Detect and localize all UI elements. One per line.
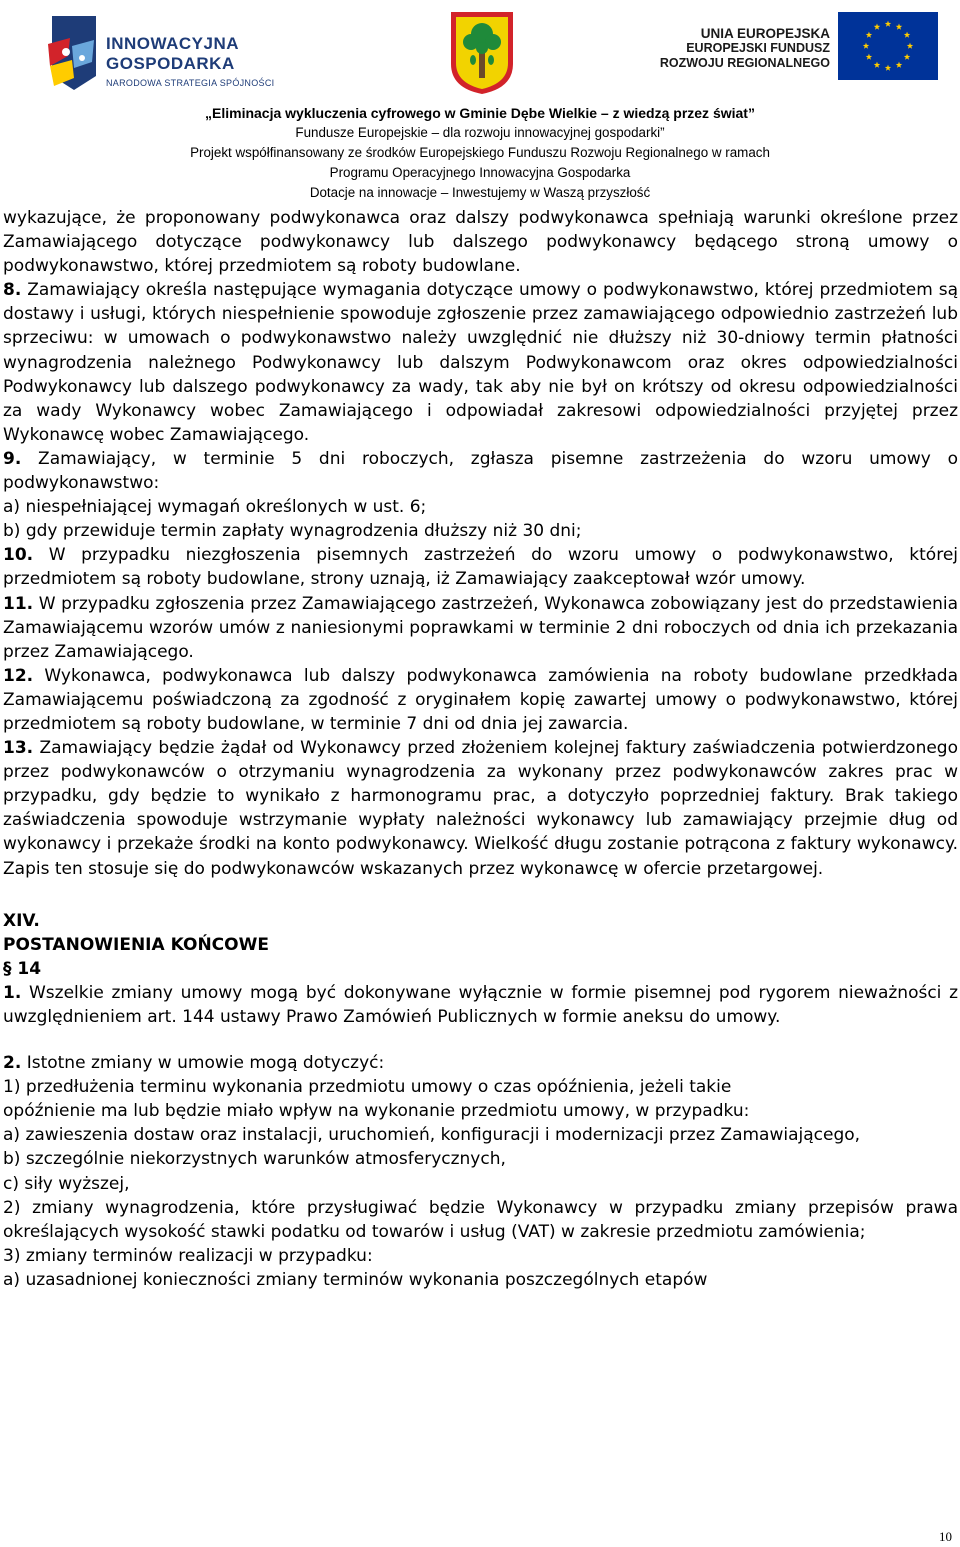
paragraph-13-text: Zamawiający będzie żądał od Wykonawcy przed złożeniem kolejnej faktury zaświadczenia potwierdzonego przez podwykonawców o otrzymaniu wynagrodzenia za wykonany przez podwykonawców zakres prac w przypadku, gdy będzie to wynikało z harmonogramu prac, a dotyczyło poprzedniej faktury. Brak takiego zaświadczenia spowoduje wstrzymanie wypłaty należności wykonawcy lub zamawiający przejmie dług od wykonawcy i przekaże środki na konto podwykonawcy. Wielkość długu zostanie potrącona z faktury wykonawcy. Zapis ten stosuje się do podwykonawców wskazanych przez wykonawcę w ofercie przetargowej. — [3, 738, 958, 879]
paragraph-8-text: Zamawiający określa następujące wymagania dotyczące umowy o podwykonawstwo, której przedmiotem są dostawy i usługi, których niespełnienie spowoduje zgłoszenie przez zamawiającego odpowiednio zastrzeżeń lub sprzeciwu: w umowach o podwykonawstwo należy uwzględnić nie dłuższy niż 30-dniowy termin płatności wynagrodzenia należnego Podwykonawcy lub dalszym Podwykonawcom oraz okres odpowiedzialności Podwykonawcy lub dalszego podwykonawcy za wady, tak aby nie był on krótszy od okresu odpowiedzialności za wady Wykonawcy wobec Zamawiającego i odpowiadał zakresowi odpowiedzialności przyjętej przez Wykonawcę wobec Zamawiającego. — [3, 280, 958, 445]
paragraph-12-text: Wykonawca, podwykonawca lub dalszy podwykonawca zamówienia na roboty budowlane przedkłada Zamawiającemu poświadczoną za zgodność z oryginałem kopię zawartej umowy o podwykonawstwo, której przedmiotem są roboty budowlane, w terminie 7 dni od dnia jej zawarcia. — [3, 665, 958, 734]
innowacyjna-gospodarka-logo — [22, 12, 282, 92]
paragraph-12 — [3, 664, 958, 736]
section-title: POSTANOWIENIA KOŃCOWE — [3, 934, 269, 955]
document-body — [3, 206, 958, 1292]
clause-2 — [3, 1051, 958, 1075]
header-logos — [0, 0, 960, 100]
clause-1-number: 1. — [3, 982, 22, 1003]
clause-2-item-b: b) szczególnie niekorzystnych warunków atmosferycznych, — [3, 1149, 506, 1170]
paragraph-8 — [3, 278, 958, 447]
paragraph-11-number: 11. — [3, 593, 34, 614]
paragraph-9-text: Zamawiający, w terminie 5 dni roboczych, zgłasza pisemne zastrzeżenia do wzoru umowy o podwykonawstwo: — [3, 448, 958, 494]
clause-2-text: Istotne zmiany w umowie mogą dotyczyć: — [21, 1053, 385, 1074]
paragraph-10-text: W przypadku niezgłoszenia pisemnych zastrzeżeń do wzoru umowy o podwykonawstwo, której przedmiotem są roboty budowlane, strony uznają, iż Zamawiający zaakceptował wzór umowy. — [3, 545, 958, 590]
ig-logo-line2: GOSPODARKA — [106, 54, 235, 73]
ig-logo-mark-icon — [44, 16, 102, 90]
spacer — [3, 881, 958, 909]
project-header — [0, 103, 960, 203]
clause-2-item-2: 2) zmiany wynagrodzenia, które przysługiwać będzie Wykonawcy w przypadku zmiany przepisów prawa określających wysokość stawki podatku od towarów i usług (VAT) w zakresie przedmiotu zamówienia; — [3, 1197, 958, 1242]
paragraph-13 — [3, 736, 958, 881]
ig-logo-line3: NARODOWA STRATEGIA SPÓJNOŚCI — [106, 78, 275, 88]
paragraph-9 — [3, 447, 958, 495]
clause-2-item-1-line2: opóźnienie ma lub będzie miało wpływ na wykonanie przedmiotu umowy, w przypadku: — [3, 1101, 750, 1122]
clause-2-item-a: a) zawieszenia dostaw oraz instalacji, uruchomień, konfiguracji i modernizacji przez Zamawiającego, — [3, 1125, 861, 1146]
section-number: XIV. — [3, 910, 40, 931]
clause-2-item-3: 3) zmiany terminów realizacji w przypadku: — [3, 1245, 373, 1266]
paragraph-11 — [3, 592, 958, 664]
clause-1 — [3, 981, 958, 1029]
eu-line3: ROZWOJU REGIONALNEGO — [659, 56, 830, 70]
paragraph-11-text: W przypadku zgłoszenia przez Zamawiającego zastrzeżeń, Wykonawca zobowiązany jest do przedstawienia Zamawiającemu wzorów umów z naniesionymi poprawkami w terminie 2 dni roboczych od dnia ich przekazania przez Zamawiającego. — [3, 593, 958, 662]
paragraph-12-number: 12. — [3, 665, 34, 686]
clause-2-item-c: c) siły wyższej, — [3, 1173, 130, 1194]
eu-line2: EUROPEJSKI FUNDUSZ — [686, 41, 830, 55]
project-line4: Programu Operacyjnego Innowacyjna Gospodarka — [329, 165, 631, 180]
clause-1-text: Wszelkie zmiany umowy mogą być dokonywane wyłącznie w formie pisemnej pod rygorem nieważności z uwzględnieniem art. 144 ustawy Prawo Zamówień Publicznych w formie aneksu do umowy. — [3, 982, 958, 1027]
page-number: 10 — [939, 1529, 952, 1544]
project-line5: Dotacje na innowacje – Inwestujemy w Waszą przyszłość — [309, 185, 651, 200]
paragraph-10 — [3, 543, 958, 591]
ig-logo-line1: INNOWACYJNA — [106, 34, 240, 53]
clause-2-item-1-line1: 1) przedłużenia terminu wykonania przedmiotu umowy o czas opóźnienia, jeżeli takie — [3, 1077, 732, 1098]
project-line2: Fundusze Europejskie – dla rozwoju innowacyjnej gospodarki” — [295, 125, 665, 140]
paragraph-continuation: wykazujące, że proponowany podwykonawca oraz dalszy podwykonawca spełniają warunki określone przez Zamawiającego dotyczące podwykonawcy lub dalszego podwykonawcy będącego stroną umowy o podwykonawstwo, której przedmiotem są roboty budowlane. — [3, 208, 958, 277]
clause-2-item-3a: a) uzasadnionej konieczności zmiany terminów wykonania poszczególnych etapów — [3, 1269, 708, 1290]
eu-line1: UNIA EUROPEJSKA — [700, 26, 830, 41]
paragraph-8-number: 8. — [3, 280, 22, 301]
paragraph-13-number: 13. — [3, 738, 34, 759]
eu-text-block — [640, 26, 830, 71]
paragraph-9-item-a: a) niespełniającej wymagań określonych w ust. 6; — [3, 497, 427, 518]
project-line3: Projekt współfinansowany ze środków Europejskiego Funduszu Rozwoju Regionalnego w ramach — [190, 145, 770, 160]
municipality-crest-icon — [449, 10, 515, 96]
spacer — [3, 1029, 958, 1051]
eu-flag-icon — [838, 12, 938, 80]
clause-2-number: 2. — [3, 1053, 22, 1074]
project-title: „Eliminacja wykluczenia cyfrowego w Gminie Dębe Wielkie – z wiedzą przez świat” — [205, 105, 755, 121]
paragraph-9-item-b: b) gdy przewiduje termin zapłaty wynagrodzenia dłuższy niż 30 dni; — [3, 521, 582, 542]
paragraph-9-number: 9. — [3, 448, 22, 469]
section-paragraph-sign: § 14 — [3, 958, 42, 979]
paragraph-10-number: 10. — [3, 545, 34, 566]
